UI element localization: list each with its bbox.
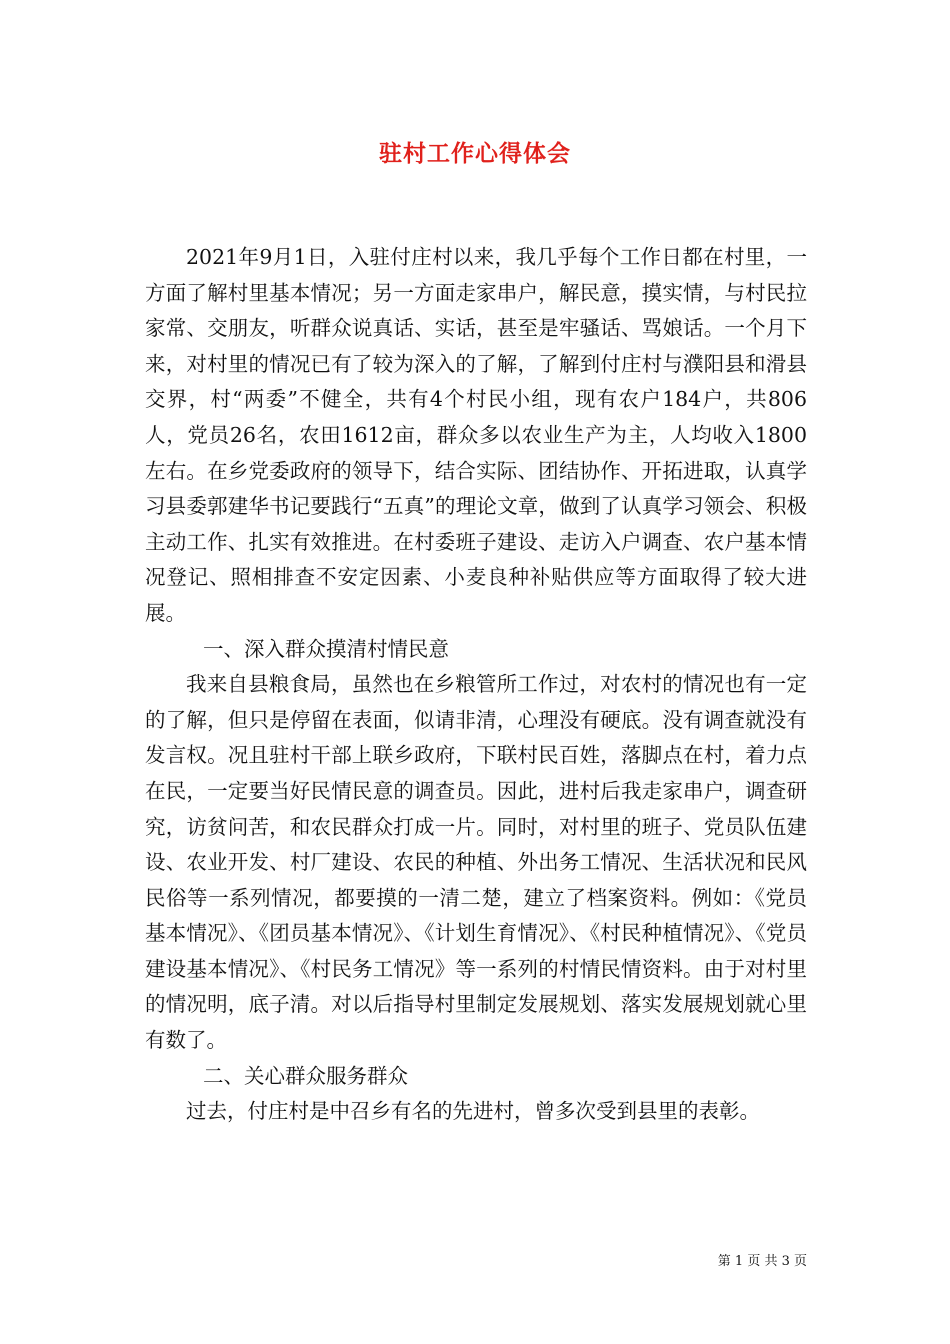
document-body <box>145 240 807 1130</box>
section-2-paragraph: 过去，付庄村是中召乡有名的先进村，曾多次受到县里的表彰。 <box>186 1099 760 1124</box>
document-title: 驻村工作心得体会 <box>379 140 571 167</box>
intro-paragraph: 2021年9月1日，入驻付庄村以来，我几乎每个工作日都在村里，一方面了解村里基本情况；另一方面走家串户，解民意，摸实情，与村民拉家常、交朋友，听群众说真话、实话，甚至是牢骚话、骂娘话。一个月下来，对村里的情况已有了较为深入的了解，了解到付庄村与濮阳县和滑县交界，村“两委”不健全，共有4个村民小组，现有农户184户，共806人，党员26名，农田1612亩，群众多以农业生产为主，人均收入1800左右。在乡党委政府的领导下，结合实际、团结协作、开拓进取，认真学习县委郭建华书记要践行“五真”的理论文章，做到了认真学习领会、积极主动工作、扎实有效推进。在村委班子建设、走访入户调查、农户基本情况登记、照相排查不安定因素、小麦良种补贴供应等方面取得了较大进展。 <box>145 245 807 625</box>
page-number: 第 1 页 共 3 页 <box>717 1254 807 1269</box>
section-1-paragraph: 我来自县粮食局，虽然也在乡粮管所工作过，对农村的情况也有一定的了解，但只是停留在表面，似请非清，心理没有硬底。没有调查就没有发言权。况且驻村干部上联乡政府，下联村民百姓，落脚点在村，着力点在民，一定要当好民情民意的调查员。因此，进村后我走家串户，调查研究，访贫问苦，和农民群众打成一片。同时，对村里的班子、党员队伍建设、农业开发、村厂建设、农民的种植、外出务工情况、生活状况和民风民俗等一系列情况，都要摸的一清二楚，建立了档案资料。例如：《党员基本情况》、《团员基本情况》、《计划生育情况》、《村民种植情况》、《党员建设基本情况》、《村民务工情况》等一系列的村情民情资料。由于对村里的情况明，底子清。对以后指导村里制定发展规划、落实发展规划就心里有数了。 <box>145 672 807 1053</box>
section-heading-1: 一、深入群众摸清村情民意 <box>203 636 449 661</box>
section-heading-2: 二、关心群众服务群众 <box>203 1063 408 1088</box>
